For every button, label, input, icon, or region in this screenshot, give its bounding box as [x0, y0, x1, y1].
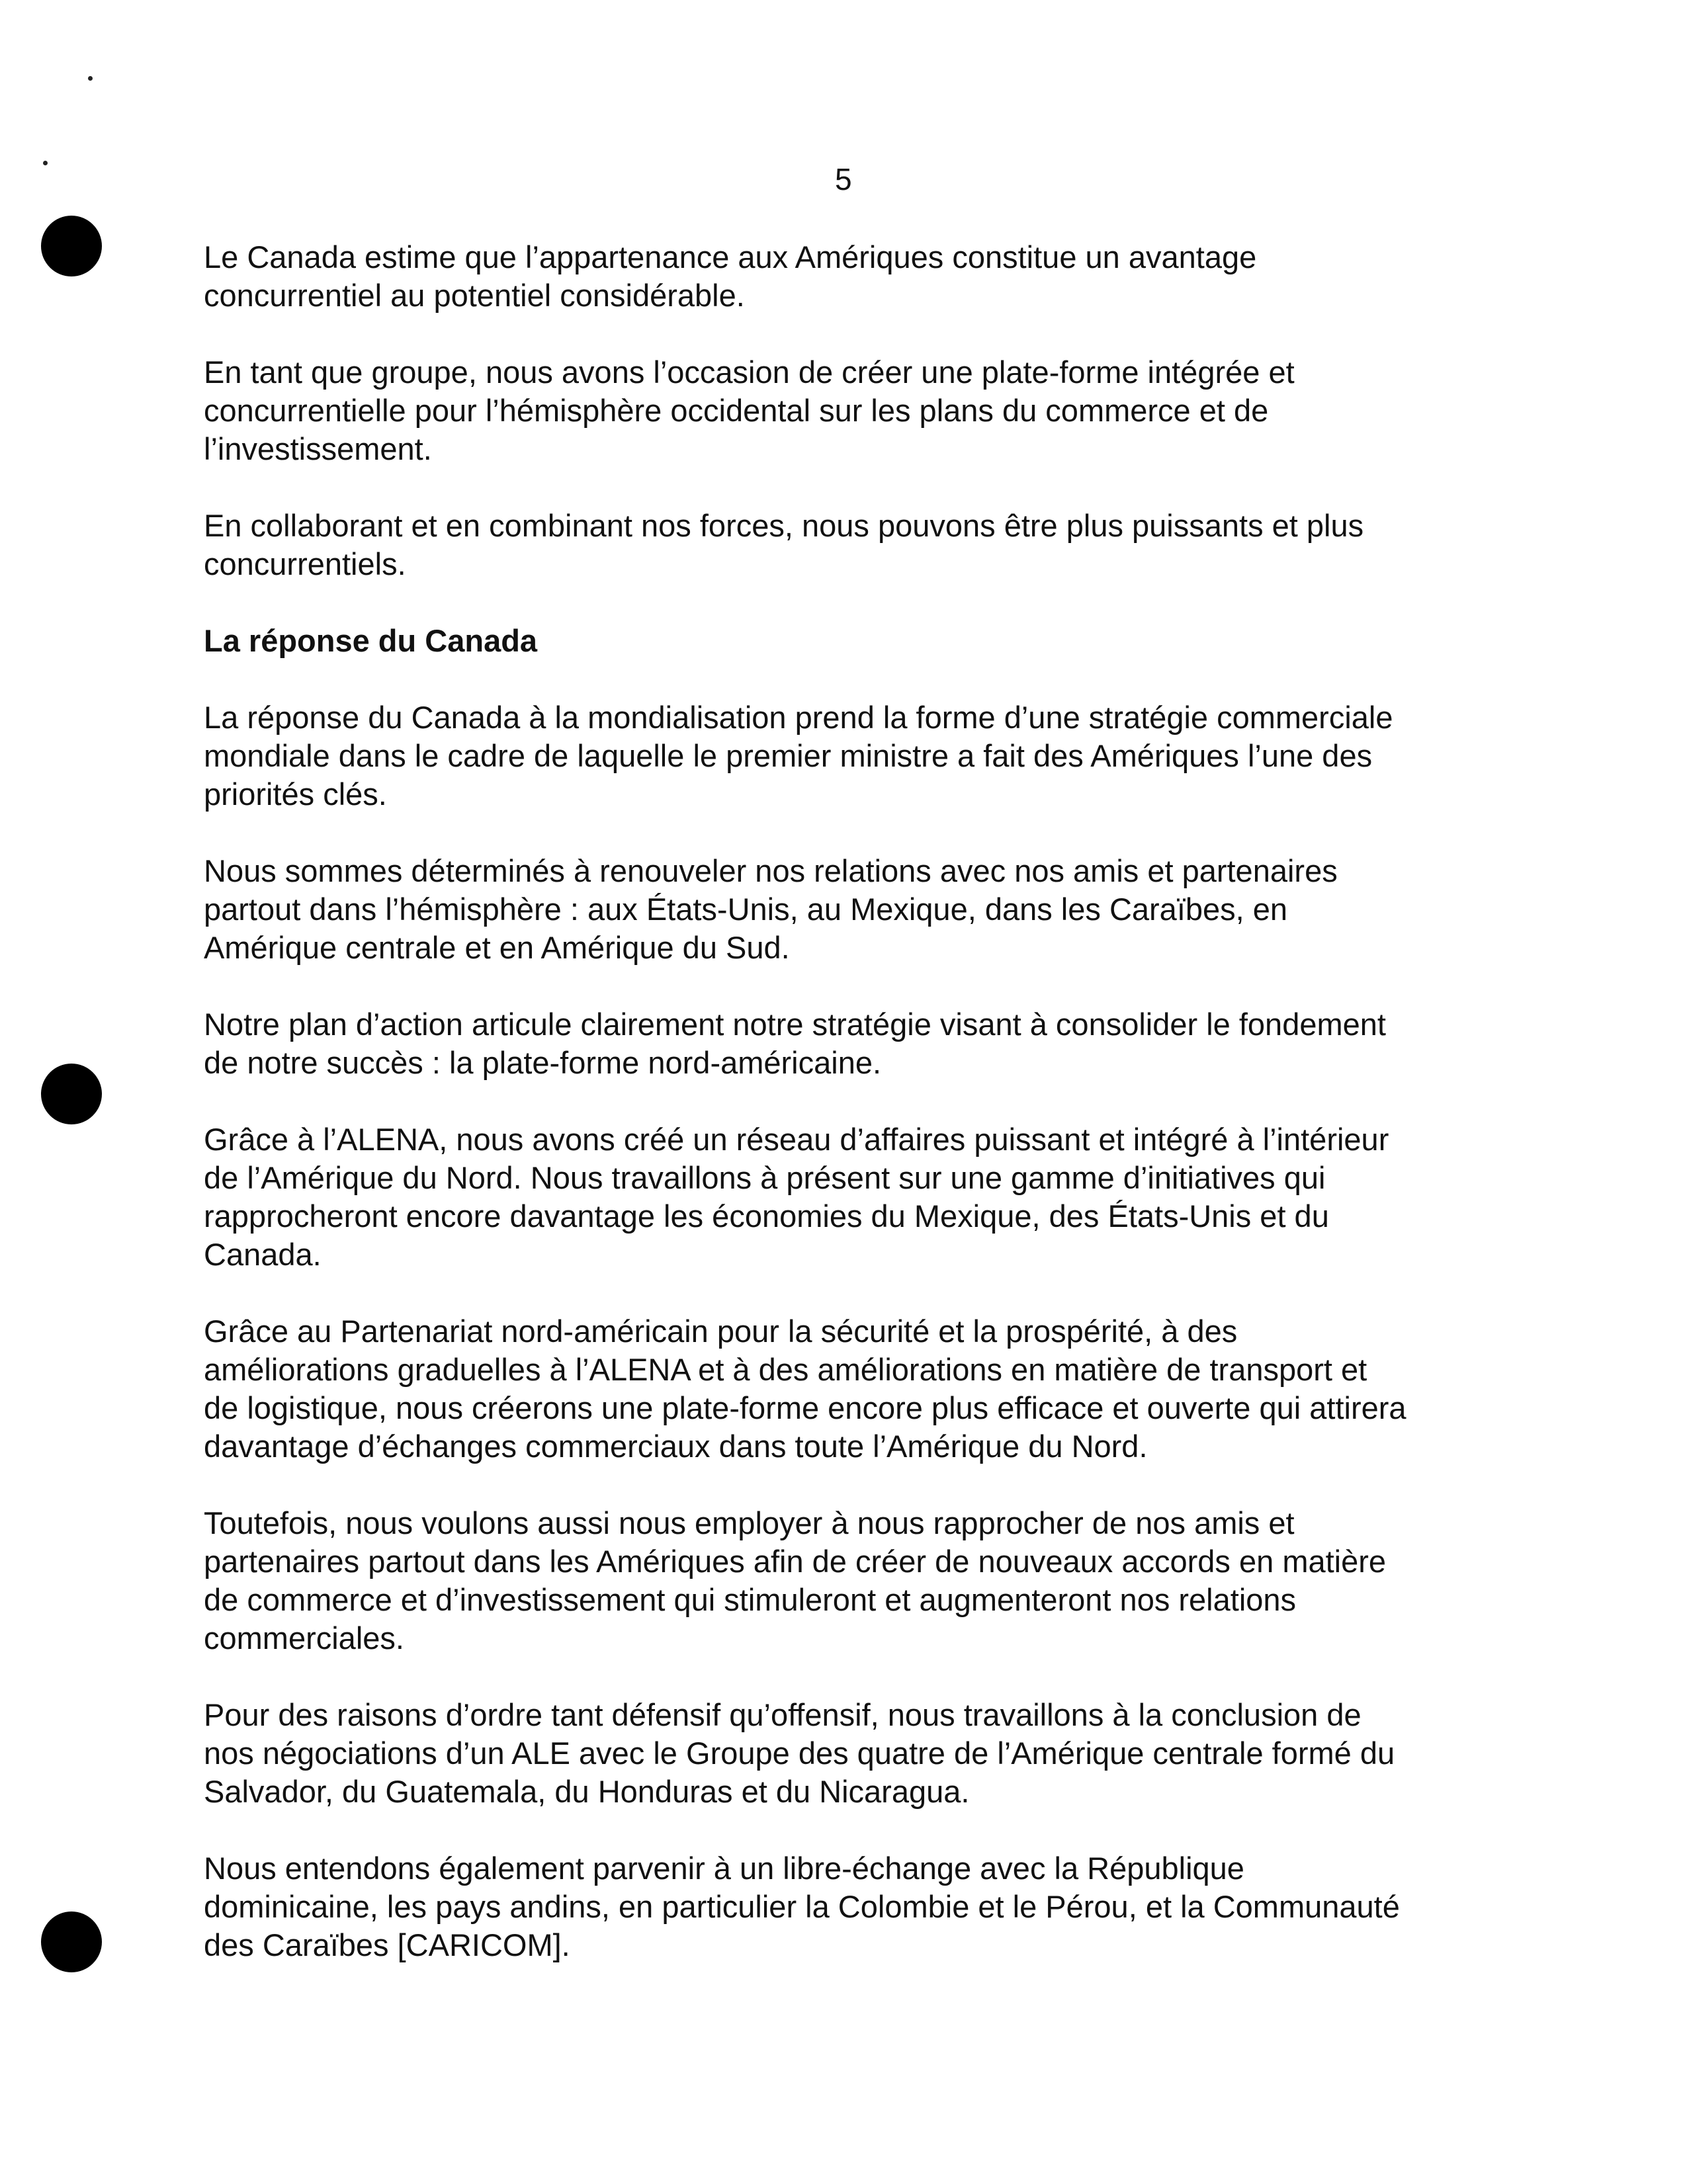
- page-number: 5: [835, 162, 852, 196]
- scan-speck: [88, 76, 93, 81]
- paragraph-renouveler: Nous sommes déterminés à renouveler nos relations avec nos amis et partenaires partout dans l’hémisphère : aux États-Unis, au Mexique, dans les Caraïbes, en Amérique centrale et en Amérique du Sud.: [204, 853, 1338, 965]
- paragraph-partenariat: Grâce au Partenariat nord-américain pour la sécurité et la prospérité, à des améliorations graduelles à l’ALENA et à des améliorations en matière de transport et de logistique, nous créerons une plate-forme encore plus efficace et ouverte qui attirera davantage d’échanges commerciaux dans toute l’Amérique du Nord.: [204, 1314, 1406, 1464]
- punch-hole-bottom: [41, 1911, 102, 1972]
- punch-hole-middle: [41, 1064, 102, 1124]
- paragraph-alena: Grâce à l’ALENA, nous avons créé un réseau d’affaires puissant et intégré à l’intérieur de l’Amérique du Nord. Nous travaillons à présent sur une gamme d’initiatives qui rapprocheront encore davantage les économies du Mexique, des États-Unis et du Canada.: [204, 1122, 1389, 1272]
- paragraph-appartenance: Le Canada estime que l’appartenance aux Amériques constitue un avantage concurrentiel au potentiel considérable.: [204, 239, 1257, 313]
- paragraph-toutefois: Toutefois, nous voulons aussi nous employer à nous rapprocher de nos amis et partenaires partout dans les Amériques afin de créer de nouveaux accords en matière de commerce et d’investissement qui stimuleront et augmenteront nos relations commerciales.: [204, 1505, 1387, 1656]
- punch-hole-top: [41, 216, 102, 276]
- paragraph-groupe: En tant que groupe, nous avons l’occasion de créer une plate-forme intégrée et concurrentielle pour l’hémisphère occidental sur les plans du commerce et de l’investissement.: [204, 355, 1295, 466]
- document-body: [204, 238, 1520, 1964]
- section-heading: La réponse du Canada: [204, 623, 538, 658]
- paragraph-mondialisation: La réponse du Canada à la mondialisation prend la forme d’une stratégie commerciale mondiale dans le cadre de laquelle le premier ministre a fait des Amériques l’une des priorités clés.: [204, 700, 1393, 812]
- paragraph-negociations: Pour des raisons d’ordre tant défensif qu’offensif, nous travaillons à la conclusion de nos négociations d’un ALE avec le Groupe des quatre de l’Amérique centrale formé du Salvador, du Guatemala, du Honduras et du Nicaragua.: [204, 1697, 1395, 1809]
- paragraph-plan-action: Notre plan d’action articule clairement notre stratégie visant à consolider le fondement de notre succès : la plate-forme nord-américaine.: [204, 1007, 1386, 1080]
- paragraph-libre-echange: Nous entendons également parvenir à un libre-échange avec la République dominicaine, les pays andins, en particulier la Colombie et le Pérou, et la Communauté des Caraïbes [CARICOM].: [204, 1851, 1400, 1962]
- scan-speck: [43, 161, 48, 165]
- paragraph-collaborant: En collaborant et en combinant nos forces, nous pouvons être plus puissants et plus concurrentiels.: [204, 508, 1364, 581]
